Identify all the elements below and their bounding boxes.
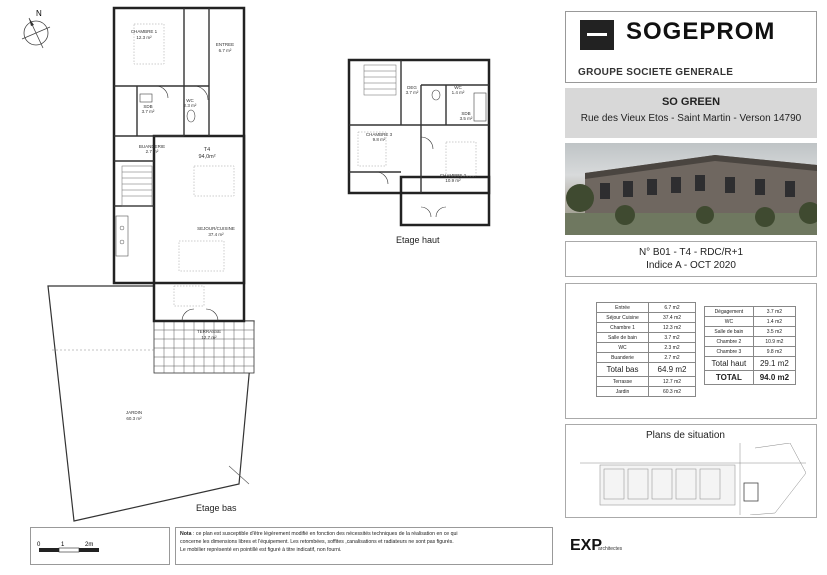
surface-cell: Chambre 1 <box>597 323 649 333</box>
surface-row <box>597 313 696 323</box>
surface-cell: 6.7 m2 <box>649 303 696 313</box>
surface-cell: 12.3 m2 <box>649 323 696 333</box>
upper-floor-title: Etage haut <box>396 235 440 245</box>
room-buanderie-label: BUANDERIE <box>138 144 166 149</box>
room-chambre3-area: 9.8 m² <box>372 137 386 142</box>
room-sdb-upper-label: SDB <box>461 111 471 116</box>
surface-cell: 3.7 m2 <box>649 333 696 343</box>
scale-bar-icon <box>35 540 105 560</box>
surface-cell: 37.4 m2 <box>649 313 696 323</box>
lower-floor-title: Etage bas <box>196 503 237 513</box>
room-chambre1-label: CHAMBRE 1 <box>130 29 158 34</box>
room-jardin-area: 60.3 m² <box>126 416 142 421</box>
surface-cell: Jardin <box>597 387 649 397</box>
surface-row <box>705 357 796 371</box>
surface-cell: 10.9 m2 <box>753 337 795 347</box>
brand-panel <box>565 11 817 83</box>
room-wc-label: WC <box>186 98 194 103</box>
room-jardin-label: JARDIN <box>125 410 143 415</box>
surface-cell: 94.0 m2 <box>753 371 795 385</box>
lower-surface-table <box>596 302 696 397</box>
room-terrasse-area: 12.7 m² <box>201 335 217 340</box>
surface-cell: Buanderie <box>597 353 649 363</box>
surface-row <box>705 347 796 357</box>
surface-row <box>597 353 696 363</box>
surface-row <box>705 371 796 385</box>
lower-floor-plan <box>44 6 266 526</box>
surface-cell: Chambre 3 <box>705 347 754 357</box>
room-chambre1-area: 12.3 m² <box>136 35 152 40</box>
room-t4-label: T4 <box>203 147 211 153</box>
building-photo <box>565 143 817 235</box>
room-chambre2-area: 10.9 m² <box>445 178 461 183</box>
room-sdb-upper-area: 3.5 m² <box>459 116 473 121</box>
room-sejour-area: 37.4 m² <box>208 232 224 237</box>
upper-floor-plan <box>346 57 496 229</box>
surface-cell: 1.4 m2 <box>753 317 795 327</box>
scale-tick-1: 1 <box>61 542 65 548</box>
room-terrasse-label: TERRASSE <box>196 329 222 334</box>
scale-tick-0: 0 <box>37 542 41 548</box>
architect-subtitle: architectes <box>598 546 623 552</box>
room-sejour-label: SEJOUR/CUISINE <box>197 226 235 231</box>
situation-panel <box>565 424 817 518</box>
surface-panel <box>565 283 817 419</box>
surface-cell: WC <box>705 317 754 327</box>
sogeprom-logo-icon <box>580 20 614 50</box>
surface-cell: Entrée <box>597 303 649 313</box>
room-wc-area: 2.3 m² <box>183 103 197 108</box>
surface-cell: 2.7 m2 <box>649 353 696 363</box>
room-deg-area: 3.7 m² <box>405 90 419 95</box>
surface-cell: Chambre 2 <box>705 337 754 347</box>
surface-cell: Total haut <box>705 357 754 371</box>
situation-map <box>580 443 806 515</box>
surface-cell: WC <box>597 343 649 353</box>
room-sdb-label: SDB <box>143 104 153 109</box>
room-t4-area: 94,0m² <box>198 154 216 160</box>
surface-cell: 60.3 m2 <box>649 387 696 397</box>
compass-north-label: N <box>36 9 42 18</box>
lot-line-2: Indice A - OCT 2020 <box>646 260 736 271</box>
surface-row <box>597 303 696 313</box>
surface-cell: 3.7 m2 <box>753 307 795 317</box>
note-line-2: concerne les dimensions libres et l'équipement. Les retombées, soffites ,canalisations et radiateurs ne sont pas figurés. <box>180 539 454 545</box>
lot-panel <box>565 241 817 277</box>
room-entree-label: ENTREE <box>215 42 235 47</box>
note-panel <box>175 527 553 565</box>
project-address: Rue des Vieux Etos - Saint Martin - Verson 14790 <box>580 113 802 124</box>
surface-row <box>597 323 696 333</box>
surface-cell: 2.3 m2 <box>649 343 696 353</box>
surface-row <box>597 333 696 343</box>
project-panel <box>565 88 817 138</box>
room-wc-upper-label: WC <box>454 85 462 90</box>
room-buanderie-area: 2.7 m² <box>145 149 159 154</box>
surface-cell: TOTAL <box>705 371 754 385</box>
room-chambre2-label: CHAMBRE 2 <box>439 173 467 178</box>
surface-cell: Salle de bain <box>597 333 649 343</box>
surface-cell: 9.8 m2 <box>753 347 795 357</box>
note-bold: Nota <box>180 531 192 537</box>
surface-cell: 12.7 m2 <box>649 377 696 387</box>
architect-logo: EXP <box>570 537 603 554</box>
room-entree-area: 6.7 m² <box>218 48 232 53</box>
surface-row <box>597 377 696 387</box>
surface-cell: Terrasse <box>597 377 649 387</box>
surface-row <box>597 343 696 353</box>
lot-line-1: N° B01 - T4 - RDC/R+1 <box>638 247 744 258</box>
surface-row <box>705 337 796 347</box>
surface-cell: 3.5 m2 <box>753 327 795 337</box>
room-chambre3-label: CHAMBRE 3 <box>365 132 393 137</box>
room-sdb-area: 3.7 m² <box>141 109 155 114</box>
note-text-1: : ce plan est susceptible d'être légèrement modifié en fonction des nécessités techniques de la réalisation en ce qui <box>191 531 458 537</box>
surface-cell: Salle de bain <box>705 327 754 337</box>
brand-subtitle: GROUPE SOCIETE GENERALE <box>578 67 734 78</box>
surface-row <box>705 307 796 317</box>
note-line-1 <box>180 530 548 538</box>
project-title: SO GREEN <box>661 96 721 108</box>
surface-row <box>597 387 696 397</box>
scale-panel <box>30 527 170 565</box>
room-deg-label: DEG <box>407 85 417 90</box>
building-illustration <box>565 143 817 235</box>
surface-cell: Séjour Cuisine <box>597 313 649 323</box>
scale-tick-2: 2m <box>85 542 94 548</box>
situation-title: Plans de situation <box>646 430 725 441</box>
surface-cell: Dégagement <box>705 307 754 317</box>
brand-name: SOGEPROM <box>626 18 776 45</box>
room-wc-upper-area: 1.4 m² <box>451 90 465 95</box>
note-line-3: Le mobilier représenté en pointillé est figuré à titre indicatif, non fourni. <box>180 547 342 553</box>
surface-row <box>705 327 796 337</box>
surface-cell: 64.9 m2 <box>649 363 696 377</box>
surface-cell: Total bas <box>597 363 649 377</box>
upper-surface-table <box>704 306 796 385</box>
surface-cell: 29.1 m2 <box>753 357 795 371</box>
surface-row <box>597 363 696 377</box>
surface-row <box>705 317 796 327</box>
